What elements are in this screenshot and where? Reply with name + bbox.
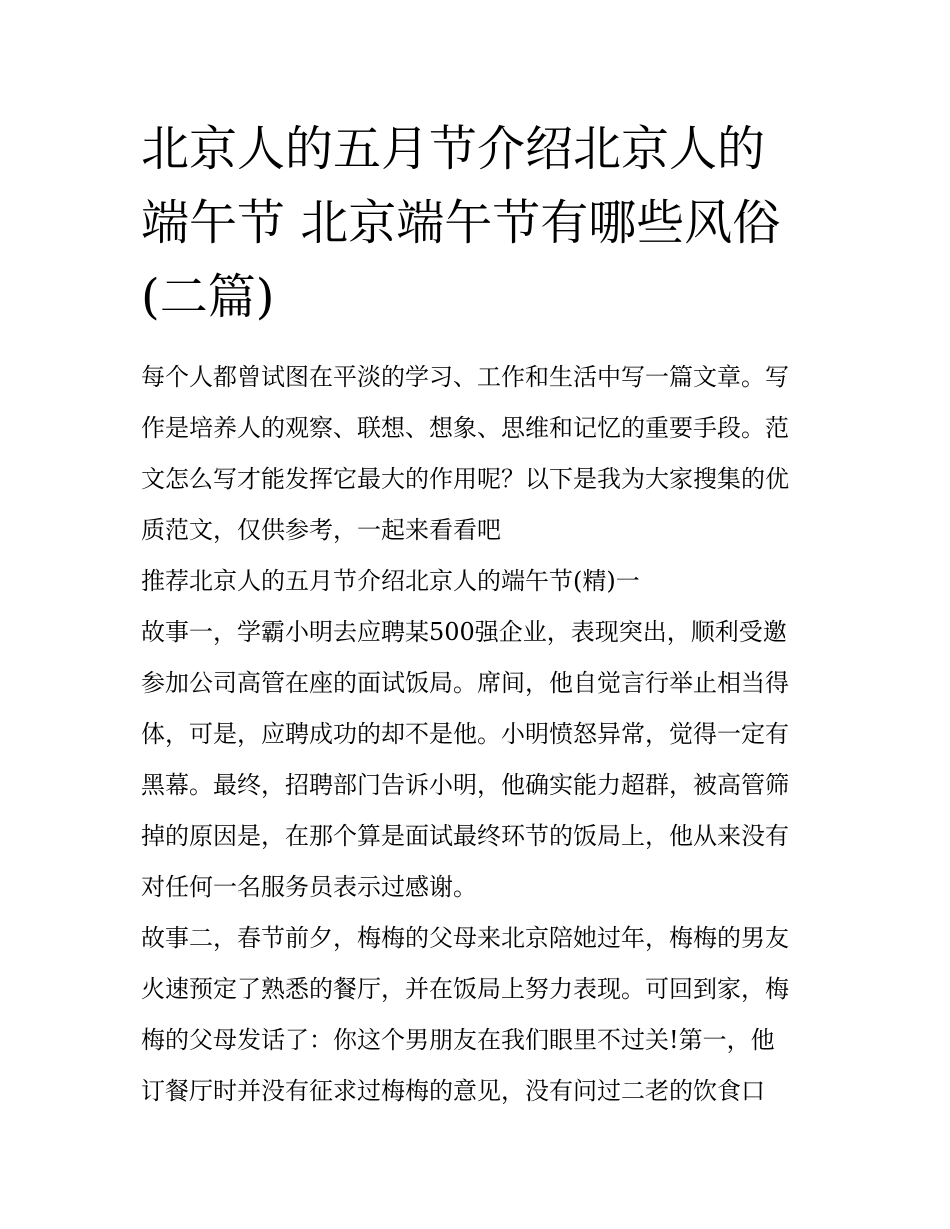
story-two-paragraph (141, 913, 813, 1117)
text-line: 体，可是，应聘成功的却不是他。小明愤怒异常，觉得一定有 (141, 720, 789, 748)
text-line: 梅的父母发话了：你这个男朋友在我们眼里不过关!第一，他 (141, 1026, 775, 1054)
title-line: (二篇) (141, 269, 275, 325)
title-line: 端午节 北京端午节有哪些风俗 (141, 195, 781, 251)
document-title (141, 112, 813, 334)
text-line: 文怎么写才能发挥它最大的作用呢？以下是我为大家搜集的优 (141, 465, 789, 493)
text-line: 故事一，学霸小明去应聘某500强企业，表现突出，顺利受邀 (141, 618, 787, 646)
text-line: 作是培养人的观察、联想、想象、思维和记忆的重要手段。范 (141, 414, 789, 442)
intro-paragraph (141, 352, 813, 556)
text-line: 每个人都曾试图在平淡的学习、工作和生活中写一篇文章。写 (141, 363, 789, 391)
text-line: 推荐北京人的五月节介绍北京人的端午节(精)一 (141, 567, 640, 595)
title-line: 北京人的五月节介绍北京人的 (141, 121, 766, 177)
text-line: 订餐厅时并没有征求过梅梅的意见，没有问过二老的饮食口 (141, 1077, 765, 1105)
text-line: 火速预定了熟悉的餐厅，并在饭局上努力表现。可回到家，梅 (141, 975, 789, 1003)
text-line: 参加公司高管在座的面试饭局。席间，他自觉言行举止相当得 (141, 669, 789, 697)
text-line: 故事二，春节前夕，梅梅的父母来北京陪她过年，梅梅的男友 (141, 924, 789, 952)
text-line: 掉的原因是，在那个算是面试最终环节的饭局上，他从来没有 (141, 822, 789, 850)
text-line: 对任何一名服务员表示过感谢。 (141, 873, 477, 901)
text-line: 黑幕。最终，招聘部门告诉小明，他确实能力超群，被高管筛 (141, 771, 789, 799)
section-heading (141, 556, 813, 607)
story-one-paragraph (141, 607, 813, 913)
document-body (141, 352, 813, 1117)
text-line: 质范文，仅供参考，一起来看看吧 (141, 516, 501, 544)
document-content (141, 112, 813, 1117)
